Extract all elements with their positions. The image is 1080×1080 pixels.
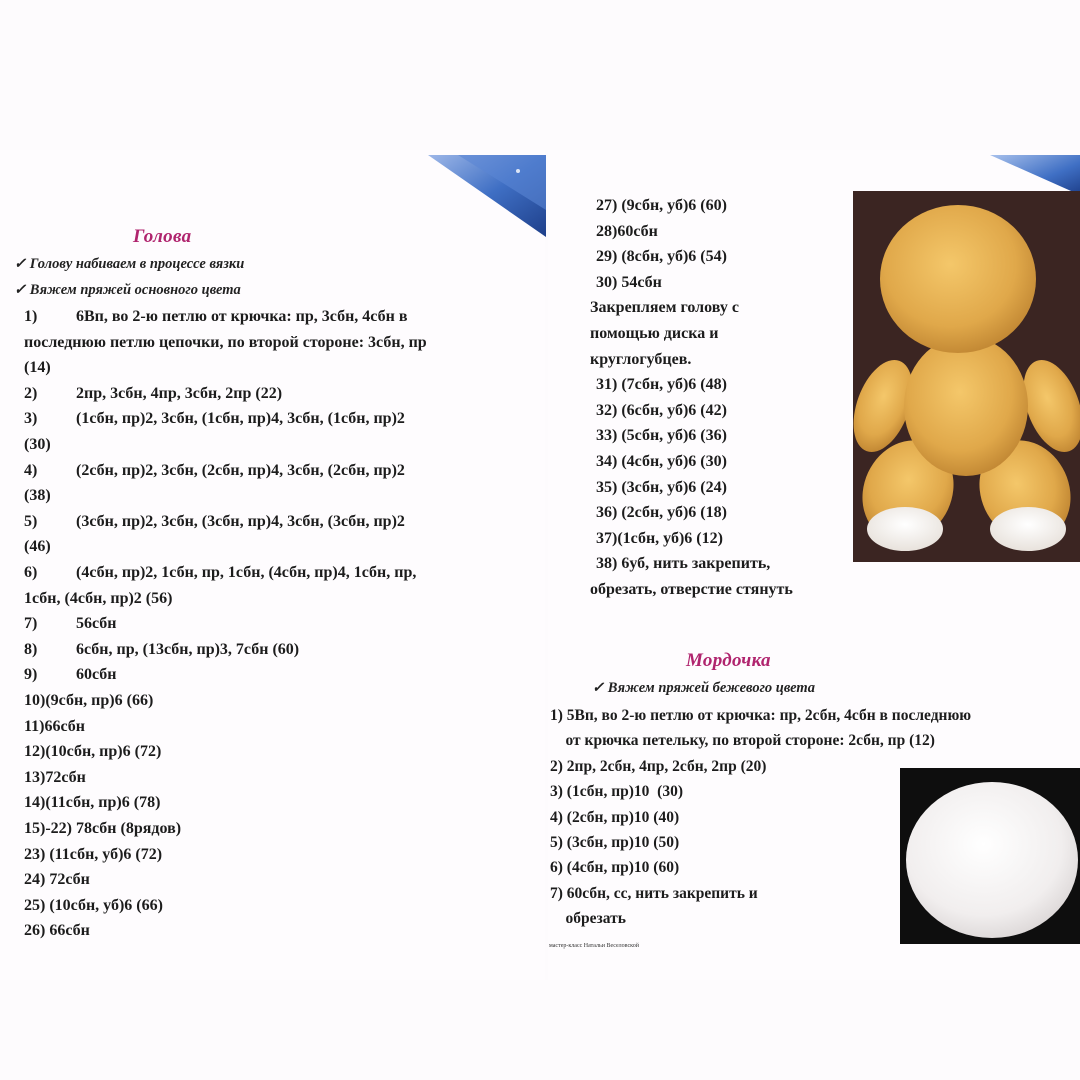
head-continued-row: 32) (6сбн, уб)6 (42) (596, 401, 727, 419)
head-note-yarn: ✓ Вяжем пряжей основного цвета (14, 282, 241, 298)
head-row (24, 845, 162, 865)
row-number: 6) (24, 564, 38, 581)
head-continued-row: обрезать, отверстие стянуть (590, 581, 793, 598)
head-row (24, 358, 51, 378)
head-row (24, 384, 282, 404)
row-number: 4) (24, 461, 38, 479)
row-text: 6сбн, пр, (13сбн, пр)3, 7сбн (60) (76, 640, 300, 658)
head-row (24, 512, 405, 532)
row-text: последнюю петлю цепочки, по второй стороне: 3сбн, пр (24, 333, 427, 351)
head-row (24, 665, 117, 685)
row-text: (4сбн, пр)2, 1сбн, пр, 1сбн, (4сбн, пр)4, 1сбн, пр, (76, 564, 417, 581)
head-title: Голова (133, 226, 192, 247)
row-text: (1сбн, пр)2, 3сбн, (1сбн, пр)4, 3сбн, (1сбн, пр)2 (76, 410, 405, 428)
row-text: 56сбн (76, 615, 117, 633)
head-continued-row: 27) (9сбн, уб)6 (60) (596, 197, 727, 214)
row-text: 23) (11сбн, уб)6 (72) (24, 845, 163, 863)
head-row (24, 461, 405, 481)
head-row (24, 409, 405, 429)
row-number: 5) (24, 512, 38, 530)
head-row (24, 333, 427, 353)
row-number: 9) (24, 666, 38, 684)
head-continued-row: 37)(1сбн, уб)6 (12) (596, 529, 723, 547)
head-continued-row: 34) (4сбн, уб)6 (30) (596, 453, 727, 470)
head-row (24, 563, 416, 583)
head-continued-row: Закрепляем голову с (590, 299, 739, 317)
row-text: (2сбн, пр)2, 3сбн, (2сбн, пр)4, 3сбн, (2сбн, пр)2 (76, 461, 405, 479)
row-text: 60сбн (76, 666, 117, 684)
muzzle-row: 1) 5Вп, во 2-ю петлю от крючка: пр, 2сбн, 4сбн в последнюю (550, 707, 972, 724)
head-continued-row: 30) 54сбн (596, 273, 662, 291)
head-row (24, 307, 407, 327)
toy-photo (853, 191, 1080, 562)
muzzle-row: 5) (3сбн, пр)10 (50) (550, 834, 680, 851)
muzzle-row: 7) 60сбн, сс, нить закрепить и (550, 884, 758, 902)
head-continued-row: 28)60сбн (596, 222, 658, 240)
row-text: 11)66сбн (24, 717, 85, 735)
muzzle-row: от крючка петельку, по второй стороне: 2сбн, пр (12) (550, 732, 935, 750)
head-continued-row: круглогубцев. (590, 350, 692, 368)
row-number: 7) (24, 615, 38, 633)
row-text: 25) (10сбн, уб)6 (66) (24, 896, 163, 914)
head-note-stuffing: ✓ Голову набиваем в процессе вязки (14, 256, 245, 272)
credit-text: мастер-класс Натальи Веселовской (549, 943, 639, 949)
head-continued-row: 29) (8сбн, уб)6 (54) (596, 248, 727, 266)
head-continued-row: 36) (2сбн, уб)6 (18) (596, 504, 727, 522)
page-corner-decoration (428, 155, 548, 237)
head-row (24, 768, 86, 788)
row-text: 14)(11сбн, пр)6 (78) (24, 794, 161, 812)
head-row (24, 870, 90, 890)
muzzle-disc-image (900, 768, 1080, 944)
row-text: 15)-22) 78сбн (8рядов) (24, 820, 182, 837)
row-number: 2) (24, 384, 38, 402)
muzzle-row: 6) (4сбн, пр)10 (60) (550, 859, 680, 877)
head-row (24, 435, 51, 455)
head-row (24, 717, 85, 737)
row-text: 10)(9сбн, пр)6 (66) (24, 692, 154, 709)
row-number: 3) (24, 410, 38, 428)
bear-body-image (853, 191, 1080, 562)
row-text: (3сбн, пр)2, 3сбн, (3сбн, пр)4, 3сбн, (3сбн, пр)2 (76, 512, 405, 530)
row-text: 13)72сбн (24, 768, 86, 786)
row-text: (30) (24, 436, 51, 453)
head-continued-row: 38) 6уб, нить закрепить, (596, 555, 771, 573)
row-text: 26) 66сбн (24, 922, 90, 940)
head-row (24, 486, 51, 506)
head-row (24, 691, 153, 711)
row-text: 12)(10сбн, пр)6 (72) (24, 743, 162, 761)
head-row (24, 537, 51, 557)
head-row (24, 921, 90, 941)
head-continued-row: 35) (3сбн, уб)6 (24) (596, 478, 727, 496)
head-row (24, 742, 161, 762)
muzzle-row: обрезать (550, 910, 626, 928)
head-continued-row: 31) (7сбн, уб)6 (48) (596, 376, 727, 394)
muzzle-row: 3) (1сбн, пр)10 (30) (550, 783, 683, 801)
muzzle-row: 4) (2сбн, пр)10 (40) (550, 808, 680, 826)
head-row (24, 614, 117, 634)
head-row (24, 896, 163, 916)
row-text: (14) (24, 359, 51, 377)
head-row (24, 793, 160, 813)
head-row (24, 819, 181, 839)
muzzle-photo (900, 768, 1080, 944)
row-text: 24) 72сбн (24, 871, 90, 889)
muzzle-row: 2) 2пр, 2сбн, 4пр, 2сбн, 2пр (20) (550, 757, 767, 775)
muzzle-note-yarn: ✓ Вяжем пряжей бежевого цвета (592, 680, 815, 696)
row-text: (46) (24, 538, 51, 556)
head-continued-row: помощью диска и (590, 325, 719, 342)
muzzle-title: Мордочка (686, 650, 771, 671)
row-text: 2пр, 3сбн, 4пр, 3сбн, 2пр (22) (76, 384, 283, 402)
row-number: 1) (24, 308, 38, 325)
head-row (24, 640, 299, 660)
page-corner-decoration-right (990, 155, 1080, 195)
head-row (24, 589, 172, 609)
head-continued-row: 33) (5сбн, уб)6 (36) (596, 427, 727, 445)
row-number: 8) (24, 640, 38, 658)
row-text: (38) (24, 487, 51, 505)
row-text: 6Вп, во 2-ю петлю от крючка: пр, 3сбн, 4сбн в (76, 308, 408, 325)
row-text: 1сбн, (4сбн, пр)2 (56) (24, 589, 173, 607)
